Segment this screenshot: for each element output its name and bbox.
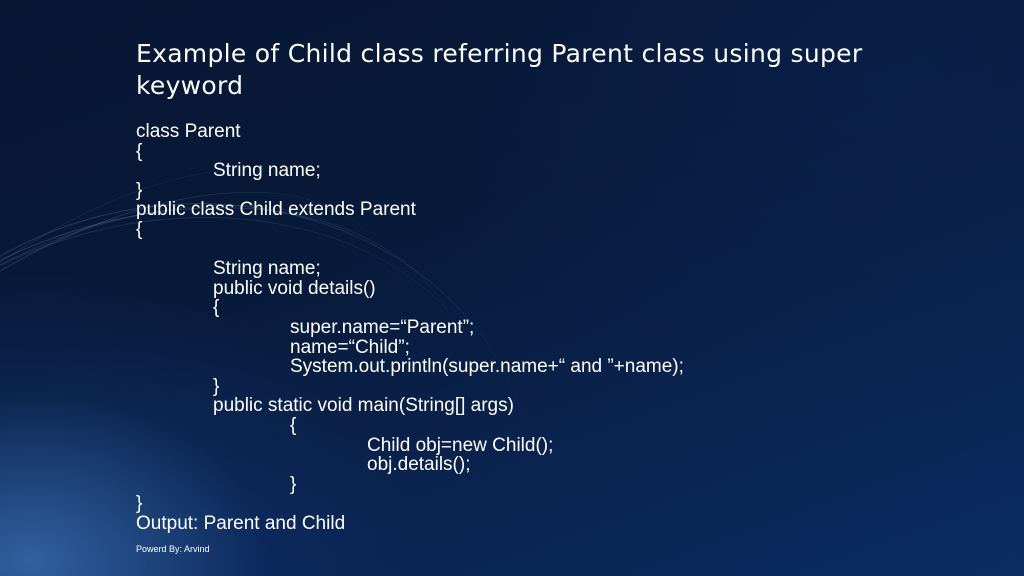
footer-credit: Powerd By: Arvind (136, 544, 210, 554)
code-block (136, 122, 684, 533)
code-line: } (213, 375, 220, 397)
code-line: super.name=“Parent”; (290, 316, 475, 338)
code-line: obj.details(); (367, 454, 471, 476)
code-line: public void details() (213, 277, 376, 299)
slide-title: Example of Child class referring Parent class using super keyword (136, 39, 863, 100)
code-line: } (136, 179, 143, 201)
code-line: public class Child extends Parent (136, 199, 416, 221)
code-line (136, 240, 684, 260)
code-line: public static void main(String[] args) (213, 395, 514, 417)
code-line: name=“Child”; (290, 336, 410, 358)
code-line: { (213, 297, 220, 319)
code-line: class Parent (136, 121, 241, 142)
code-line: System.out.println(super.name+“ and ”+name); (290, 356, 684, 378)
code-line: } (136, 493, 143, 515)
code-line: String name; (213, 160, 321, 182)
code-line: } (290, 473, 297, 495)
code-line: Child obj=new Child(); (367, 434, 554, 456)
code-line: { (136, 218, 143, 240)
code-line: String name; (213, 258, 321, 280)
code-line: Output: Parent and Child (136, 512, 346, 534)
code-line: { (136, 140, 143, 162)
code-line: { (290, 414, 297, 436)
